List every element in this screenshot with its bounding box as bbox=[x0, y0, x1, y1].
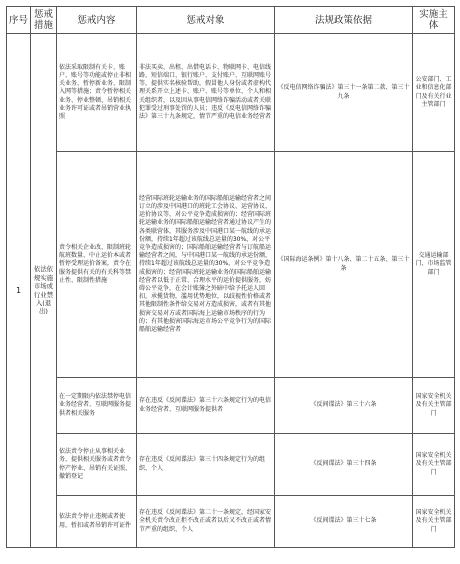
header-basis: 法规政策依据 bbox=[275, 7, 413, 34]
row-basis: 《反电信网络诈骗法》第三十一条第二款、第三十九条 bbox=[275, 34, 413, 152]
row-subject: 交通运输部门、市场监管部门 bbox=[413, 152, 455, 378]
table-row bbox=[7, 434, 455, 496]
row-subject: 公安部门、工业和信息化部门及有关行业主管部门 bbox=[413, 34, 455, 152]
row-object: 存在违反《反间谍法》第三十四条规定行为的组织、个人 bbox=[137, 434, 275, 496]
header-measure: 惩戒措施 bbox=[31, 7, 57, 34]
row-object: 非法买卖、出租、出借电话卡、物联网卡、电信线路、短信端口、银行账户、支付账户、互联网账号等，提供实名核验帮助，假冒他人身份或者虚构代理关系开立上述卡、账户、账号等单位、个人和相关组织者，以及因从事电信网络诈骗活动或者关联犯罪受过刑事处罚的人员；违反《反电信网络诈骗法》第三十九条规定，情节严重的电信业务经营者 bbox=[137, 34, 275, 152]
row-object: 经营国际班轮运输业务的国际船舶运输经营者之间订立的涉及中国港口的班轮工会协议、运营协议、运价协议等，对公平竞争造成损害的；经营国际班轮运输业务的国际船舶运输经营者通过协议产生的各类联营体，其服务涉及中国港口某一航线的承运份额，持续1年超过该航线总运量的30%，对公平竞争造成损害的；国际船舶运输经营者与订航船运输经营者之间，与中国港口某一航线的承运份额，持续1年超过该航线总运量的30%，对公平竞争造成损害的；经营国际班轮运输业务的国际船舶运输经营者以低于正常、合理水平的运价提供服务，妨碍公平竞争，在会计账簿之外暗中给予托运人回扣，承揽货物，滥用优势地位，以歧视性价格或者其他限制性条件给交易对方造成损害，或者有其他损害交易对方或者国际海上运输市场秩序的行为的；有其他损害国际海运市场公平竞争行为的国际船舶运输经营者 bbox=[137, 152, 275, 378]
header-num: 序号 bbox=[7, 7, 31, 34]
row-object: 存在违反《反间谍法》第三十六条规定行为的电信业务经营者、互联网服务提供者 bbox=[137, 378, 275, 434]
row-subject: 国家安全机关及有关主管部门 bbox=[413, 378, 455, 434]
row-basis: 《反间谍法》第三十四条 bbox=[275, 434, 413, 496]
row-subject: 国家安全机关及有关主管部门 bbox=[413, 434, 455, 496]
row-subject: 国家安全机关及有关主管部门 bbox=[413, 496, 455, 548]
header-row bbox=[7, 7, 455, 34]
row-number: 1 bbox=[7, 34, 31, 548]
row-content: 依法采取限制有关卡、账户、账号等功能或停止非相关业务、暂停新业务、限制入网等措施；责令暂停相关业务、停业整顿、吊销相关业务许可证或者吊销营业执照 bbox=[57, 34, 137, 152]
header-content: 惩戒内容 bbox=[57, 7, 137, 34]
table-row bbox=[7, 152, 455, 378]
row-basis: 《国际海运条例》第十八条、第二十五条、第三十条 bbox=[275, 152, 413, 378]
table-row bbox=[7, 378, 455, 434]
row-object: 存在违反《反间谍法》第二十一条规定，经国家安全机关责令改正拒不改正或者以后又不改正或者情节严重的组织、个人 bbox=[137, 496, 275, 548]
table-row bbox=[7, 34, 455, 152]
row-content: 责令相关企业改、限制班轮航班数量、中止运价本或者暂停受理运价备案，责令在服务提供有关的有关科等禁止性、限制性措施 bbox=[57, 152, 137, 378]
row-basis: 《反间谍法》第三十七条 bbox=[275, 496, 413, 548]
header-subject: 实施主体 bbox=[413, 7, 455, 34]
row-basis: 《反间谍法》第三十六条 bbox=[275, 378, 413, 434]
table-row bbox=[7, 496, 455, 548]
measure-category: 依法依规实施市场或行业禁入(退出) bbox=[31, 34, 57, 548]
row-content: 依法责令停止违规或者使用，暂扣或者吊销许可证件 bbox=[57, 496, 137, 548]
header-object: 惩戒对象 bbox=[137, 7, 275, 34]
row-content: 在一定期限内依法禁停电信业务经营者、互联网服务提供者相关服务 bbox=[57, 378, 137, 434]
row-content: 依法责令停止从事相关业务、提供相关服务或者责令停产停业、吊销有关证照、撤销登记 bbox=[57, 434, 137, 496]
discipline-table bbox=[6, 6, 455, 548]
